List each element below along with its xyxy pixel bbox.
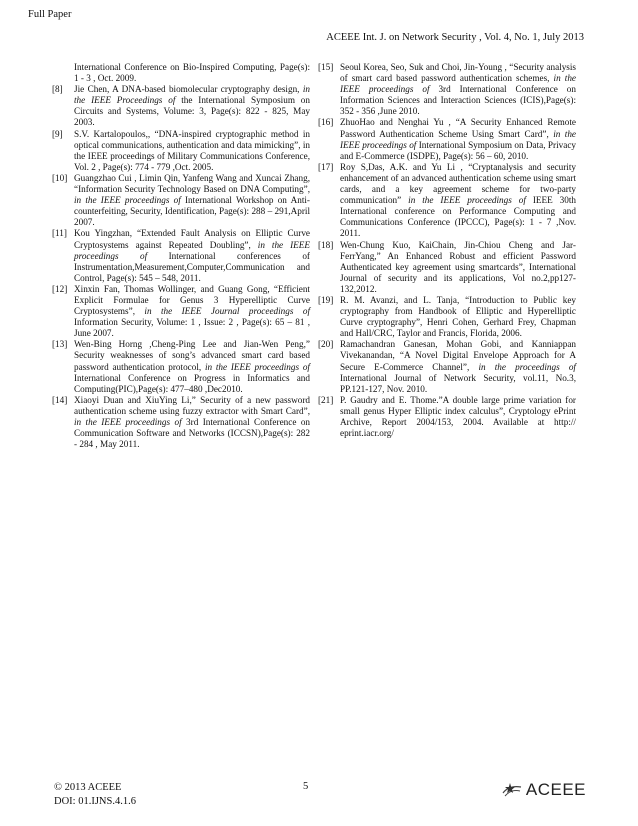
reference-number: [21]: [318, 394, 334, 405]
reference-number: [15]: [318, 62, 334, 72]
reference-venue: in the IEEE proceedings of: [74, 417, 182, 427]
reference-text: Wen-Bing Horng ,Cheng-Ping Lee and Jian-Wen Peng,” Security weaknesses of song’s advanced smart card based password authentication protocol,: [74, 339, 310, 372]
reference-entry: [318, 62, 576, 117]
reference-entry: [318, 339, 576, 394]
reference-number: [14]: [52, 394, 68, 405]
reference-text: Roy S,Das, A.K. and Yu Li , “Cryptanalysis and security enhancement of an advanced authentication scheme using smart cards, and a key agreement scheme for two-party communication”: [340, 161, 576, 206]
reference-entry: [318, 240, 576, 295]
reference-venue: in the IEEE proceedings of: [74, 239, 310, 261]
reference-venue: in the IEEE Journal proceedings of: [144, 306, 310, 317]
references-right-column: [318, 62, 576, 439]
reference-entry: [318, 295, 576, 339]
reference-text: Guangzhao Cui , Limin Qin, Yanfeng Wang and Xuncai Zhang, “Information Security Technology Based on DNA Computing”,: [74, 172, 310, 195]
reference-entry: [52, 339, 310, 394]
reference-entry: [52, 173, 310, 228]
reference-number: [10]: [52, 172, 68, 183]
reference-venue: in the IEEE proceedings of: [74, 195, 181, 206]
reference-text: International Conference on Bio-Inspired Computing, Page(s): 1 - 3 , Oct. 2009.: [74, 62, 310, 84]
copyright: © 2013 ACEEE: [54, 782, 122, 793]
journal-header: ACEEE Int. J. on Network Security , Vol. 4, No. 1, July 2013: [326, 32, 584, 43]
page-number: 5: [303, 781, 309, 792]
reference-text: Information Security, Volume: 1 , Issue: 2 , Page(s): 65 – 81 , June 2007.: [74, 317, 310, 339]
reference-text: ZhuoHao and Nenghai Yu , “A Security Enhanced Remote Password Authentication Scheme Using Smart Card”,: [340, 117, 576, 139]
reference-entry: [52, 129, 310, 173]
reference-text: 3rd International Conference on Communication Software and Networks (ICCSN),Page(s): 282 - 284 , May 2011.: [74, 417, 311, 450]
reference-text: Seoul Korea, Seo, Suk and Choi, Jin-Young , “Security analysis of smart card based password authentication schemes,: [340, 62, 576, 84]
reference-text: International Journal of Network Security, vol.11, No.3, PP.121-127, Nov. 2010.: [340, 372, 576, 394]
footer-info: [54, 781, 136, 809]
reference-text: Ramachandran Ganesan, Mohan Gobi, and Kanniappan Vivekanandan, “A Novel Digital Envelope Approach for A Secure E-Commerce Channel”,: [340, 339, 576, 372]
doi: DOI: 01.IJNS.4.1.6: [54, 796, 136, 807]
reference-text: International Symposium on Data, Privacy and E-Commerce (ISDPE), Page(s): 56 – 60, 2010.: [340, 139, 576, 161]
reference-entry: [318, 117, 576, 161]
reference-number: [11]: [52, 228, 67, 239]
publisher-logo: [501, 780, 586, 800]
reference-venue: in the IEEE Proceedings of: [74, 84, 310, 106]
star-swirl-icon: [501, 781, 523, 799]
reference-number: [20]: [318, 339, 334, 350]
reference-number: [8]: [52, 84, 63, 95]
reference-text: International Conference on Progress in Informatics and Computing(PIC),Page(s): 477–480 ,Dec2010.: [74, 372, 310, 394]
reference-text: IEEE 30th International conference on Performance Computing and Communications Conference (IPCCC), Page(s): 1 - 7 ,Nov. 2011.: [340, 195, 576, 239]
reference-text: 3rd International Conference on Information Sciences and Interaction Sciences (ICIS),Page(s): 352 - 356 ,June 2010.: [340, 84, 576, 117]
reference-number: [9]: [52, 128, 63, 139]
references-left-column: [52, 62, 310, 450]
reference-venue: in the IEEE proceedings of: [408, 195, 526, 206]
reference-entry: [52, 395, 310, 450]
reference-text: R. M. Avanzi, and L. Tanja, “Introduction to Public key cryptography from Handbook of Elliptic and Hyperelliptic Curve cryptography”, Henri Cohen, Gerhard Frey, Chapman and Hall/CRC, Taylor and Francis, Florida, 2006.: [340, 294, 576, 339]
reference-entry: [52, 84, 310, 128]
reference-text: P. Gaudry and E. Thome.”A double large prime variation for small genus Hyper Elliptic index calculus”, Cryptology ePrint Archive, Report 2004/153, 2004. Available at http:// eprint.iacr.org/: [340, 394, 576, 439]
reference-text: Kou Yingzhan, “Extended Fault Analysis on Elliptic Curve Cryptosystems against Repeated Doubling”,: [74, 228, 310, 250]
reference-venue: in the proceedings of: [478, 361, 576, 372]
reference-text: S.V. Kartalopoulos,, “DNA-inspired cryptographic method in optical communications, authentication and data mimicking”, in the IEEE proceedings of Military Communications Conference, Vol. 2 , Page(s): 774 - 779 ,Oct. 2005.: [74, 128, 310, 172]
reference-venue: in the IEEE proceedings of: [340, 73, 576, 95]
reference-entry: [52, 284, 310, 339]
reference-text: Xinxin Fan, Thomas Wollinger, and Guang Gong, “Efficient Explicit Formulae for Genus 3 Hyperelliptic Curve Cryptosystems”,: [74, 283, 310, 317]
reference-venue: in the IEEE proceedings of: [204, 361, 310, 372]
reference-text: Jie Chen, A DNA-based biomolecular cryptography design,: [74, 84, 303, 95]
reference-entry: [52, 228, 310, 283]
reference-entry: [318, 395, 576, 439]
reference-text: International conferences of Instrumentation,Measurement,Computer,Communication and Control, Page(s): 545 – 548, 2011.: [74, 250, 310, 283]
reference-text: the International Symposium on Circuits and Systems, Volume: 3, Page(s): 822 - 825, May 2003.: [74, 95, 310, 128]
reference-number: [13]: [52, 339, 68, 350]
reference-number: [17]: [318, 161, 334, 172]
running-header-left: Full Paper: [28, 9, 72, 20]
reference-entry: [318, 162, 576, 240]
reference-number: [19]: [318, 294, 334, 305]
reference-venue: in the IEEE proceedings of: [340, 128, 577, 150]
logo-text: ACEEE: [525, 780, 586, 799]
reference-text: Wen-Chung Kuo, KaiChain, Jin-Chiou Cheng and Jar-FerrYang,” An Enhanced Robust and efficient Password Authenticated key agreement using smartcards”, International Journal of security and its applications, Vol no.2,pp127-132,2012.: [340, 239, 576, 294]
reference-text: International Workshop on Anti-counterfeiting, Security, Identification, Page(s): 288 – 291,April 2007.: [74, 195, 310, 228]
reference-number: [12]: [52, 283, 68, 294]
reference-entry: [52, 62, 310, 84]
reference-number: [16]: [318, 117, 334, 128]
reference-text: Xiaoyi Duan and XiuYing Li,” Security of a new password authentication scheme using fuzzy extractor with Smart Card”,: [74, 394, 310, 416]
reference-number: [18]: [318, 239, 334, 250]
